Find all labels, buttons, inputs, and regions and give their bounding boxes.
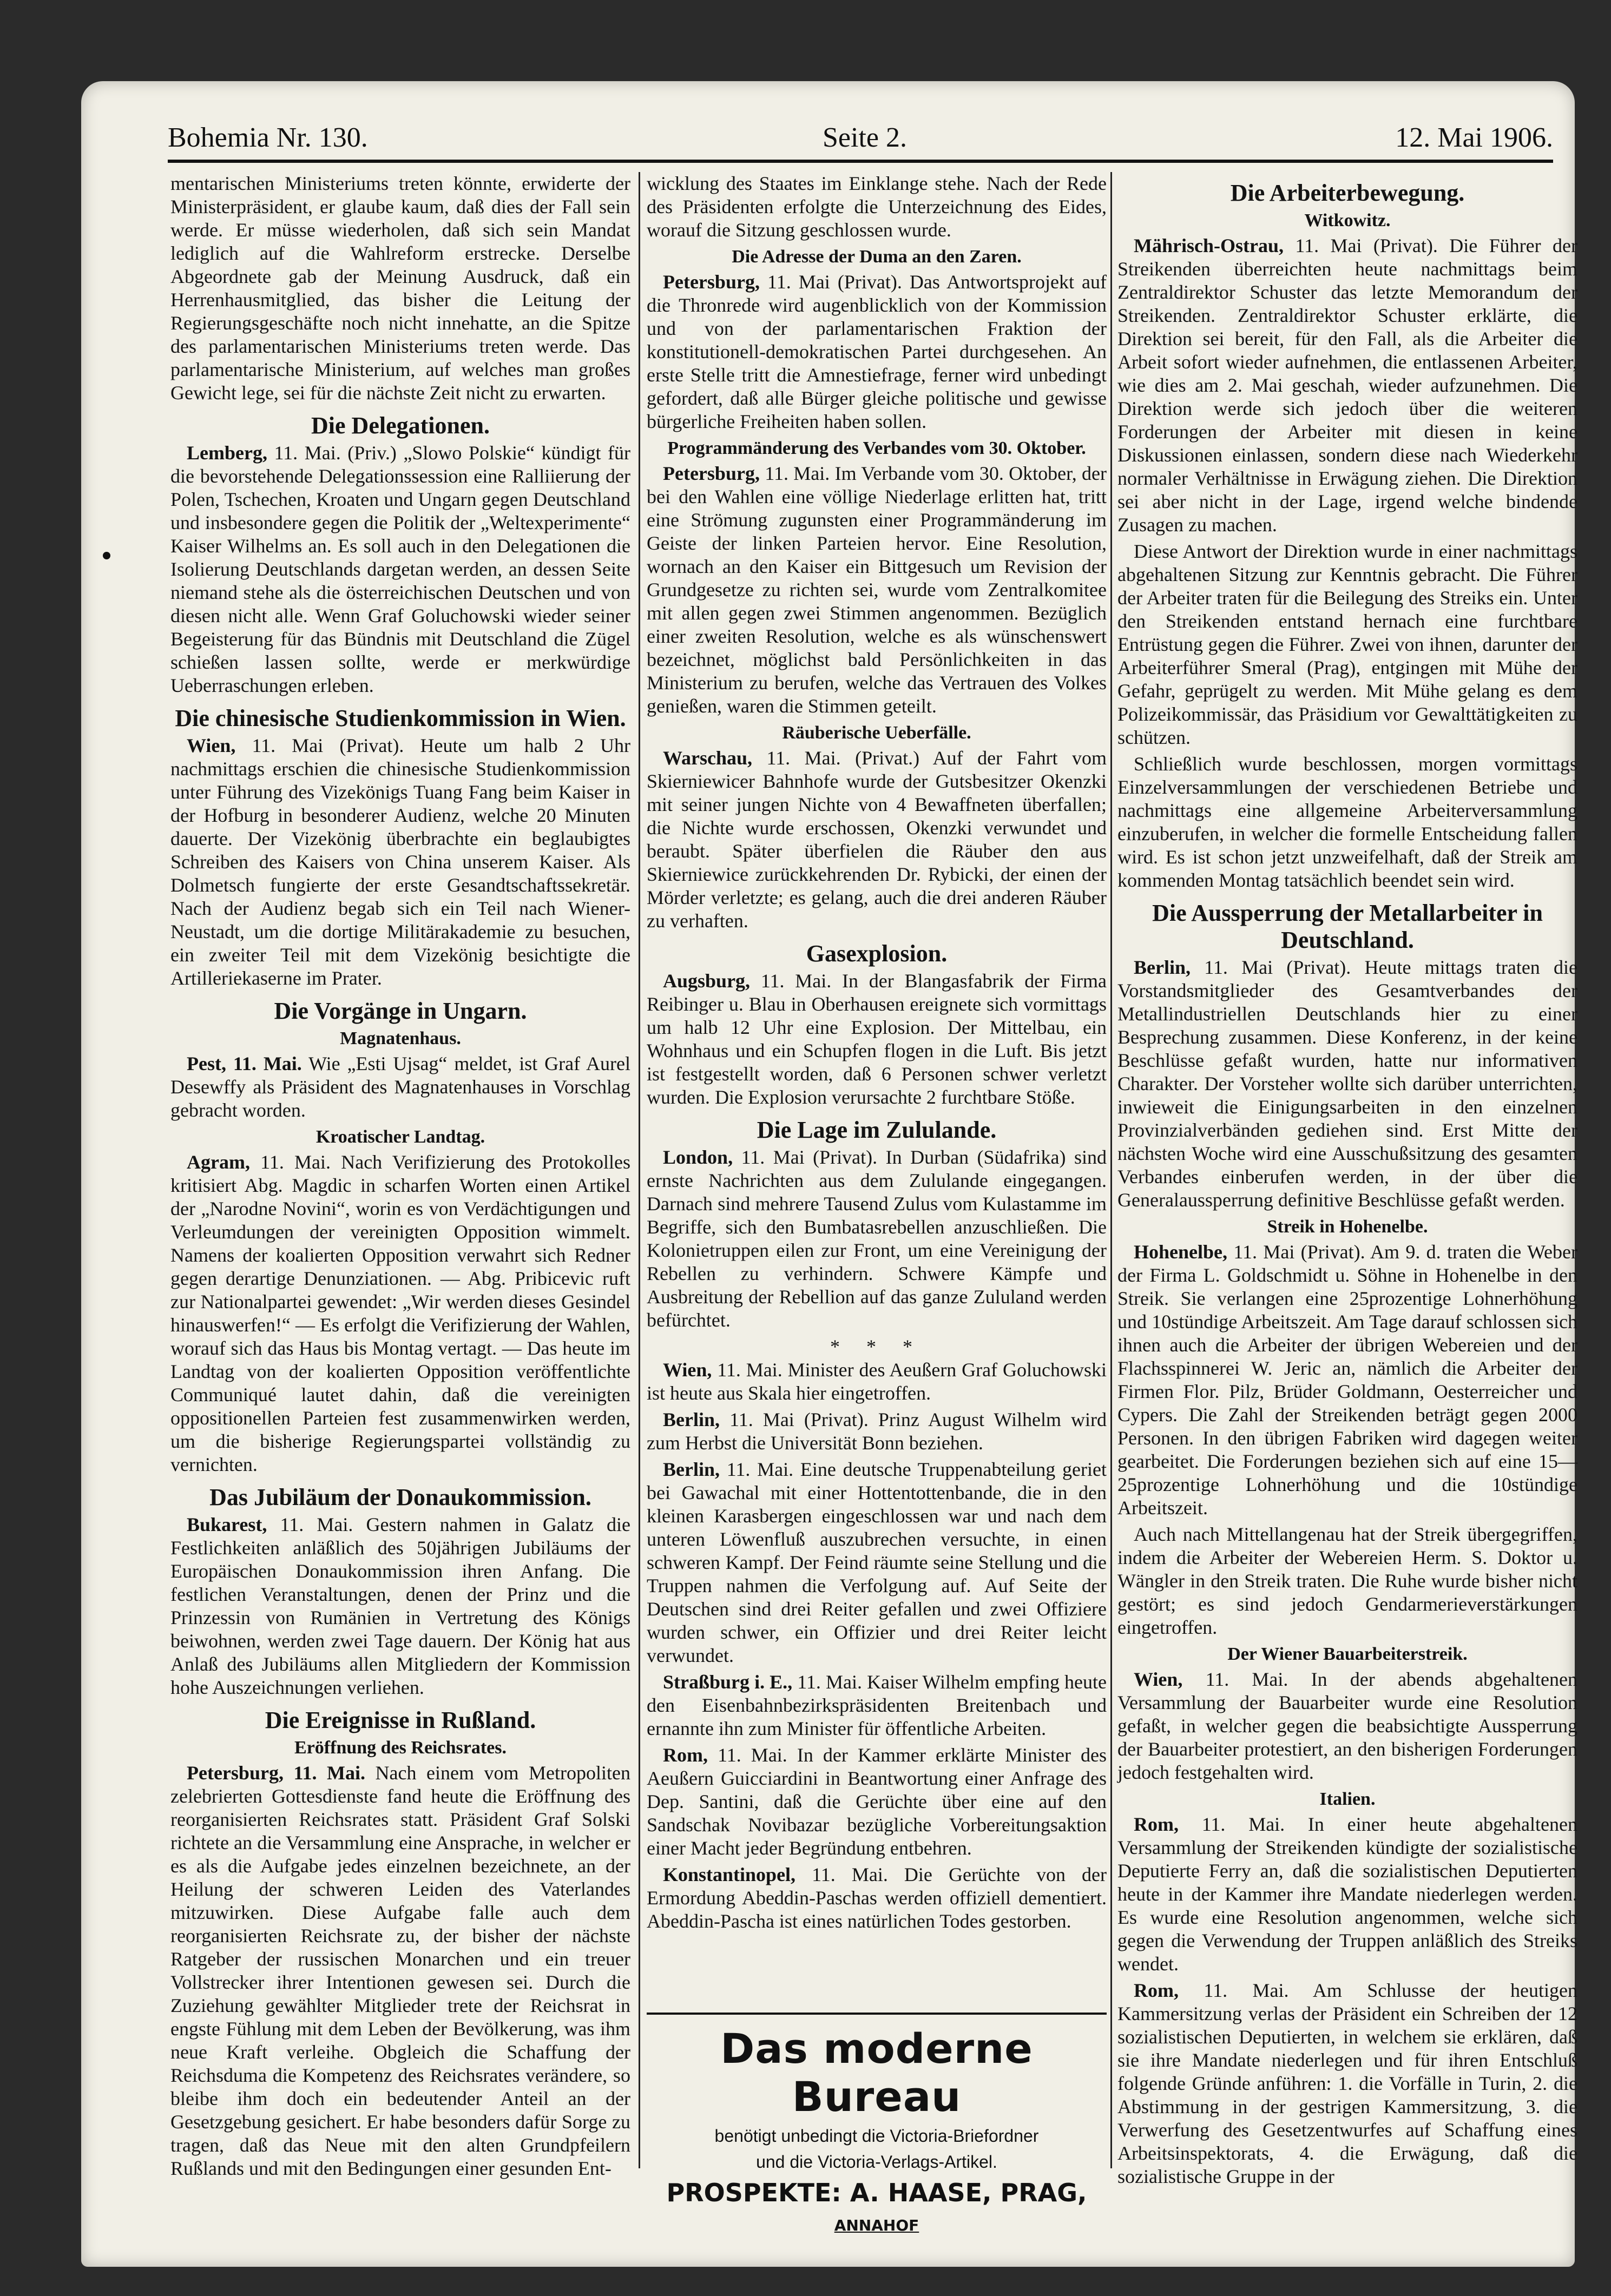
subheadline: Witkowitz. xyxy=(1304,210,1391,230)
column-2 xyxy=(647,172,1107,2006)
subheadline: Räuberische Ueberfälle. xyxy=(782,723,971,743)
article-body: Pest, 11. Mai. Wie „Esti Ujsag“ meldet, ist Graf Aurel Desewffy als Präsident des Magnatenhauses in Vorschlag gebracht worden. xyxy=(170,1053,630,1121)
subheadline: Die Adresse der Duma an den Zaren. xyxy=(732,247,1022,267)
article-body: Bukarest, 11. Mai. Gestern nahmen in Galatz die Festlichkeiten anläßlich des 50jährigen Jubiläums der Europäischen Donaukommission ihren Anfang. Die festlichen Veranstaltungen, denen der Prinz und die Prinzessin von Rumänien in Vertretung des Königs beiwohnen, werden zwei Tage dauern. Der König hat aus Anlaß des Jubiläums allen Mitgliedern der Kommission hohe Auszeichnungen verliehen. xyxy=(170,1514,630,1698)
article-body: London, 11. Mai (Privat). In Durban (Südafrika) sind ernste Nachrichten aus dem Zululande eingegangen. Darnach sind mehrere Tausend Zulus vom Kulastamme im Begriffe, sich den Bumbatasrebellen anzuschließen. Die Kolonietruppen eilen zur Front, um eine Vereinigung der Rebellen zu verhindern. Schwere Kämpfe und Ausbreitung der Rebellion auf das ganze Zululand werden befürchtet. xyxy=(647,1146,1107,1331)
punch-hole xyxy=(103,552,110,559)
column-divider xyxy=(639,172,640,2168)
headline-zululand: Die Lage im Zululande. xyxy=(757,1117,997,1143)
subheadline: Programmänderung des Verbandes vom 30. Oktober. xyxy=(667,438,1086,458)
article-continuation: mentarischen Ministeriums treten könnte, erwiderte der Ministerpräsident, er glaube kaum, daß dies der Fall sein werde. Er müsse wiederholen, daß sich sein Mandat lediglich auf die Wahlreform erstrecke. Derselbe Abgeordnete gab der Meinung Ausdruck, daß ein Herrenhausmitglied, das bisher die Leitung der Regierungsgeschäfte noch nicht innehatte, an die Spitze des parlamentarischen Ministeriums treten werde. Das parlamentarische Ministerium, auf welches man großes Gewicht lege, sei für die nächste Zeit nicht zu erwarten. xyxy=(170,173,630,404)
article-body: Agram, 11. Mai. Nach Verifizierung des Protokolles kritisiert Abg. Magdic in scharfen Worten einen Artikel der „Narodne Novini“, worin es von Verdächtigungen und Verleumdungen der vereinigten Opposition wimmelt. Namens der koalierten Opposition verwahrt sich Redner gegen derartige Denunziationen. — Abg. Pribicevic ruft zur Nationalpartei gewendet: „Wir werden dieses Gesindel hinauswerfen!“ — Es erfolgt die Verifizierung der Wahlen, worauf sich das Haus bis Montag vertagt. — Das heute im Landtag von der koalierten Opposition veröffentlichte Communiqué lautet dahin, daß die vereinigten oppositionellen Parteien fest zusammenwirken werden, um die bisherige Regierungspartei vollständig zu vernichten. xyxy=(170,1151,631,1475)
ad-line: und die Victoria-Verlags-Artikel. xyxy=(756,2152,997,2172)
article-body: Rom, 11. Mai. In einer heute abgehaltenen Versammlung der Streikenden kündigte der sozialistische Deputierte Ferry an, daß die sozialistischen Deputierten heute in der Kammer ihre Mandate niederlegen werden. Es wurde eine Resolution angenommen, welche sich gegen die Verwendung der Truppen anläßlich des Streiks wendet. xyxy=(1117,1813,1577,1975)
headline-delegationen: Die Delegationen. xyxy=(311,412,490,439)
subheadline: Italien. xyxy=(1319,1789,1376,1809)
subheadline: Der Wiener Bauarbeiterstreik. xyxy=(1227,1644,1468,1664)
article-body: Diese Antwort der Direktion wurde in einer nachmittags abgehaltenen Sitzung zur Kenntnis gebracht. Die Führer der Arbeiter traten für die Beilegung des Streiks ein. Unter den Streikenden entstand hernach eine furchtbare Entrüstung gegen die Führer. Zwei von ihnen, darunter der Arbeiterführer Smeral (Prag), entgingen mit Mühe der Gefahr, geprügelt zu werden. Mit Mühe gelang es dem Polizeikommissär, das Präsidium vor Gewalttätigkeiten zu schützen. xyxy=(1117,540,1577,748)
subheadline: Magnatenhaus. xyxy=(340,1028,461,1048)
article-body: Rom, 11. Mai. In der Kammer erklärte Minister des Aeußern Guicciardini in Beantwortung einer Anfrage des Dep. Santini, daß die Gerüchte über eine auf den Sandschak Novibazar bezügliche Vorbereitungsaktion einer Macht jeder Begründung entbehren. xyxy=(647,1744,1107,1859)
article-body: Lemberg, 11. Mai. (Priv.) „Slowo Polskie“ kündigt für die bevorstehende Delegationssession eine Ralliierung der Polen, Tschechen, Kroaten und Ungarn gegen Deutschland und insbesondere gegen die Politik der „Weltexperimente“ Kaiser Wilhelms an. Es soll auch in den Delegationen die Isolierung Deutschlands dargetan werden, an dessen Seite niemand stehe als die österreichischen Deutschen und von diesen nicht alle. Wenn Graf Goluchowski wieder seiner Begeisterung für das Bündnis mit Deutschland die Zügel schießen lassen sollte, werde er merkwürdige Ueberraschungen erleben. xyxy=(170,442,631,696)
ad-line: benötigt unbedingt die Victoria-Briefordner xyxy=(714,2126,1039,2146)
headline-arbeiterbewegung: Die Arbeiterbewegung. xyxy=(1230,180,1465,206)
page-header xyxy=(168,122,1553,162)
subheadline: Streik in Hohenelbe. xyxy=(1267,1217,1428,1237)
article-body: Hohenelbe, 11. Mai (Privat). Am 9. d. traten die Weber der Firma L. Goldschmidt u. Söhne in Hohenelbe in den Streik. Sie verlangen eine 25prozentige Lohnerhöhung und 10stündige Arbeitszeit. Am Tage darauf schlossen sich ihnen auch die Arbeiter der übrigen Webereien und der Flachsspinnerei W. Jeric an, nämlich die Arbeiter der Firmen Flor. Pilz, Brüder Goldmann, Oesterreicher und Cypers. Die Zahl der Streikenden beträgt gegen 2000 Personen. In den übrigen Fabriken wird dagegen weiter gearbeitet. Die Forderungen beziehen sich auf eine 15—25prozentige Lohnerhöhung und die 10stündige Arbeitszeit. xyxy=(1117,1241,1577,1519)
advertisement xyxy=(647,2013,1107,2234)
article-body: Petersburg, 11. Mai (Privat). Das Antwortsprojekt auf die Thronrede wird augenblicklich von der Kommission und von der parlamentarischen Fraktion der konstitutionell-demokratischen Partei durchgesehen. An erste Stelle tritt die Amnestiefrage, ferner wird unbedingt gefordert, daß alle Bürger gleiche politische und gewisse bürgerliche Freiheiten haben sollen. xyxy=(647,271,1107,432)
article-body: Konstantinopel, 11. Mai. Die Gerüchte von der Ermordung Abeddin-Paschas werden offiziell dementiert. Abeddin-Pascha ist eines natürlichen Todes gestorben. xyxy=(647,1864,1107,1932)
article-body: Berlin, 11. Mai. Eine deutsche Truppenabteilung geriet bei Gawachal mit einer Hottentottenbande, die in den kleinen Karasbergen eingeschlossen war und nach dem unteren Löwenfluß auszubrechen versuchte, in einen schweren Kampf. Der Feind räumte seine Stellung und die Truppen nahmen die Verfolgung auf. Auf Seite der Deutschen sind drei Reiter gefallen und zwei Offiziere wurden schwer, ein Offizier und drei Reiter leicht verwundet. xyxy=(647,1459,1107,1666)
article-body: Wien, 11. Mai. Minister des Aeußern Graf Goluchowski ist heute aus Skala hier eingetroffen. xyxy=(647,1359,1107,1404)
article-body: Schließlich wurde beschlossen, morgen vormittags Einzelversammlungen der verschiedenen Betriebe und nachmittags eine allgemeine Arbeiterversammlung einzuberufen, in welcher die formelle Entscheidung fallen wird. Es ist schon jetzt unzweifelhaft, daß der Streik am kommenden Montag tatsächlich beendet sein wird. xyxy=(1117,753,1577,891)
column-1 xyxy=(170,172,631,2179)
header-rule xyxy=(168,160,1553,163)
article-body: Petersburg, 11. Mai. Im Verbande vom 30. Oktober, der bei den Wahlen eine völlige Niederlage erlitten hat, tritt eine Strömung zugunsten einer Programmänderung im Geiste der linken Parteien hervor. Eine Resolution, wornach an den Kaiser ein Bittgesuch um Revision der Grundgesetze zu richten sei, wurde vom Zentralkomitee mit allen gegen zwei Stimmen angenommen. Bezüglich einer zweiten Resolution, welche es als wünschenswert bezeichnet, möglichst bald Persönlichkeiten in das Ministerium zu berufen, welche das Vertrauen des Volkes genießen, waren die Stimmen geteilt. xyxy=(647,463,1107,717)
article-body: Auch nach Mittellangenau hat der Streik übergegriffen, indem die Arbeiter der Webereien Herm. S. Doktor u. Wängler in den Streik traten. Die Ruhe wurde bisher nicht gestört; es sind jedoch Gendarmerieverstärkungen eingetroffen. xyxy=(1117,1523,1577,1638)
issue-date: 12. Mai 1906. xyxy=(1395,122,1553,153)
article-body: Warschau, 11. Mai. (Privat.) Auf der Fahrt vom Skierniewicer Bahnhofe wurde der Gutsbesitzer Okenzki mit seiner jungen Nichte von 4 Bewaffneten überfallen; die Nichte wurde erschossen, Okenzki verwundet und beraubt. Später überfielen die Räuber den aus Skierniewice zurückkehrenden Dr. Rybicki, der einen der Mörder verletzte; es gelang, auch die drei anderen Räuber zu verhaften. xyxy=(647,747,1107,932)
article-continuation: wicklung des Staates im Einklange stehe. Nach der Rede des Präsidenten erfolgte die Unterzeichnung des Eides, worauf die Sitzung geschlossen wurde. xyxy=(647,173,1107,241)
headline-aussperrung: Die Aussperrung der Metallarbeiter in Deutschland. xyxy=(1152,900,1543,953)
headline-ungarn: Die Vorgänge in Ungarn. xyxy=(274,998,527,1024)
headline-russland: Die Ereignisse in Rußland. xyxy=(265,1707,536,1733)
ad-contact: PROSPEKTE: A. HAASE, PRAG, ANNAHOF xyxy=(666,2178,1087,2234)
article-body: Wien, 11. Mai. In der abends abgehaltenen Versammlung der Bauarbeiter wurde eine Resolution gefaßt, in welcher gegen die beabsichtigte Aussperrung der Bauarbeiter protestiert, an den bisherigen Forderungen jedoch festgehalten wird. xyxy=(1117,1668,1577,1783)
article-body: Rom, 11. Mai. Am Schlusse der heutigen Kammersitzung verlas der Präsident ein Schreiben der 12 sozialistischen Deputierten, in welchem sie erklären, daß sie ihre Mandate niederlegen und für ihren Entschluß folgende Gründe anführen: 1. die Vorfälle in Turin, 2. die Abstimmung in der gestrigen Kammersitzung, 3. die Verwerfung des Gesetzentwurfes auf Schaffung eines Arbeitsinspektorats, 4. die Erwägung, daß die sozialistische Gruppe in der xyxy=(1117,1980,1577,2187)
article-body: Augsburg, 11. Mai. In der Blangasfabrik der Firma Reibinger u. Blau in Oberhausen ereignete sich vormittags um halb 12 Uhr eine Explosion. Der Mittelbau, ein Wohnhaus und ein Schupfen flogen in die Luft. Bis jetzt ist festgestellt worden, daß 6 Personen schwer verletzt wurden. Die Explosion verursachte 2 furchtbare Stöße. xyxy=(647,970,1107,1108)
article-body: Petersburg, 11. Mai. Nach einem vom Metropoliten zelebrierten Gottesdienste fand heute die Eröffnung des reorganisierten Reichsrates statt. Präsident Graf Solski richtete an die Versammlung eine Ansprache, in welcher er es als die Aufgabe jedes einzelnen bezeichnete, an der Heilung der schweren Leiden des Vaterlandes mitzuwirken. Diese Aufgabe falle auch dem reorganisierten Reichsrate zu, der bisher der nächste Ratgeber der russischen Monarchen und ein treuer Vollstrecker ihrer Intentionen gewesen sei. Durch die Zuziehung gewählter Mitglieder trete der Reichsrat in engste Fühlung mit dem Leben der Bevölkerung, was ihm neue Kraft verleihe. Obgleich die Schaffung der Reichsduma die Kompetenz des Reichsrates verändere, so bleibe ihm doch ein bedeutender Anteil an der Gesetzgebung gesichert. Er habe besonders dafür Sorge zu tragen, daß das Neue mit den alten Grundpfeilern Rußlands und mit den Bedingungen einer gesunden Ent- xyxy=(170,1762,630,2179)
headline-gasexplosion: Gasexplosion. xyxy=(806,940,948,967)
article-body: Straßburg i. E., 11. Mai. Kaiser Wilhelm empfing heute den Eisenbahnbezirkspräsidenten Breitenbach und ernannte ihn zum Minister für öffentliche Arbeiten. xyxy=(647,1671,1107,1739)
article-body: Berlin, 11. Mai (Privat). Prinz August Wilhelm wird zum Herbst die Universität Bonn beziehen. xyxy=(647,1409,1107,1454)
section-separator: * * * xyxy=(830,1336,923,1357)
column-divider xyxy=(1110,172,1112,2168)
article-body: Berlin, 11. Mai (Privat). Heute mittags traten die Vorstandsmitglieder des Gesamtverbandes der Metallindustriellen Deutschlands hier zu einer Besprechung zusammen. Diese Konferenz, in der keine Beschlüsse gefaßt wurden, hatte nur informativen Charakter. Der Vorsteher wollte sich darüber unterrichten, inwieweit die Einigungsarbeiten in den einzelnen Provinzialverbänden gediehen sind. Erst Mitte der nächsten Woche wird eine Ausschußsitzung des gesamten Verbandes einberufen werden, in der über die Generalaussperrung definitive Beschlüsse gefaßt werden. xyxy=(1117,956,1577,1211)
article-body: Mährisch-Ostrau, 11. Mai (Privat). Die Führer der Streikenden überreichten heute nachmittags beim Zentraldirektor Schuster das letzte Memorandum der Streikenden. Zentraldirektor Schuster erklärte, die Direktion sei bereit, für den Fall, als die Arbeiter die Arbeit sofort wieder aufnehmen, die entlassenen Arbeiter, wie dies am 2. Mai geschah, wieder aufzunehmen. Die Direktion werde sich jedoch über die weiteren Forderungen der Arbeiter mit diesen in keine Diskussionen einlassen, sondern diese nach Wiederkehr normaler Verhältnisse in Erwägung ziehen. Die Direktion sei aber nicht in der Lage, irgend welche bindende Zusagen zu machen. xyxy=(1117,235,1578,536)
page-number: Seite 2. xyxy=(823,122,907,153)
headline-donaukommission: Das Jubiläum der Donaukommission. xyxy=(209,1484,591,1510)
ad-title: Das moderne Bureau xyxy=(720,2024,1033,2121)
headline-studienkommission: Die chinesische Studienkommission in Wien. xyxy=(175,705,626,731)
masthead-issue: Bohemia Nr. 130. xyxy=(168,122,368,153)
column-3 xyxy=(1117,172,1578,2187)
subheadline: Kroatischer Landtag. xyxy=(315,1127,485,1147)
article-body: Wien, 11. Mai (Privat). Heute um halb 2 Uhr nachmittags erschien die chinesische Studienkommission unter Führung des Vizekönigs Tuang Fang beim Kaiser in der Hofburg in besonderer Audienz, welche 20 Minuten dauerte. Der Vizekönig überbrachte ein beglaubigtes Schreiben des Kaisers von China unserem Kaiser. Als Dolmetsch fungierte der erste Gesandtschaftssekretär. Nach der Audienz begab sich ein Teil nach Wiener-Neustadt, um die dortige Militärakademie zu besuchen, ein zweiter Teil mit dem Vizekönig besichtigte die Artilleriekaserne im Prater. xyxy=(170,735,630,989)
subheadline: Eröffnung des Reichsrates. xyxy=(294,1738,507,1758)
